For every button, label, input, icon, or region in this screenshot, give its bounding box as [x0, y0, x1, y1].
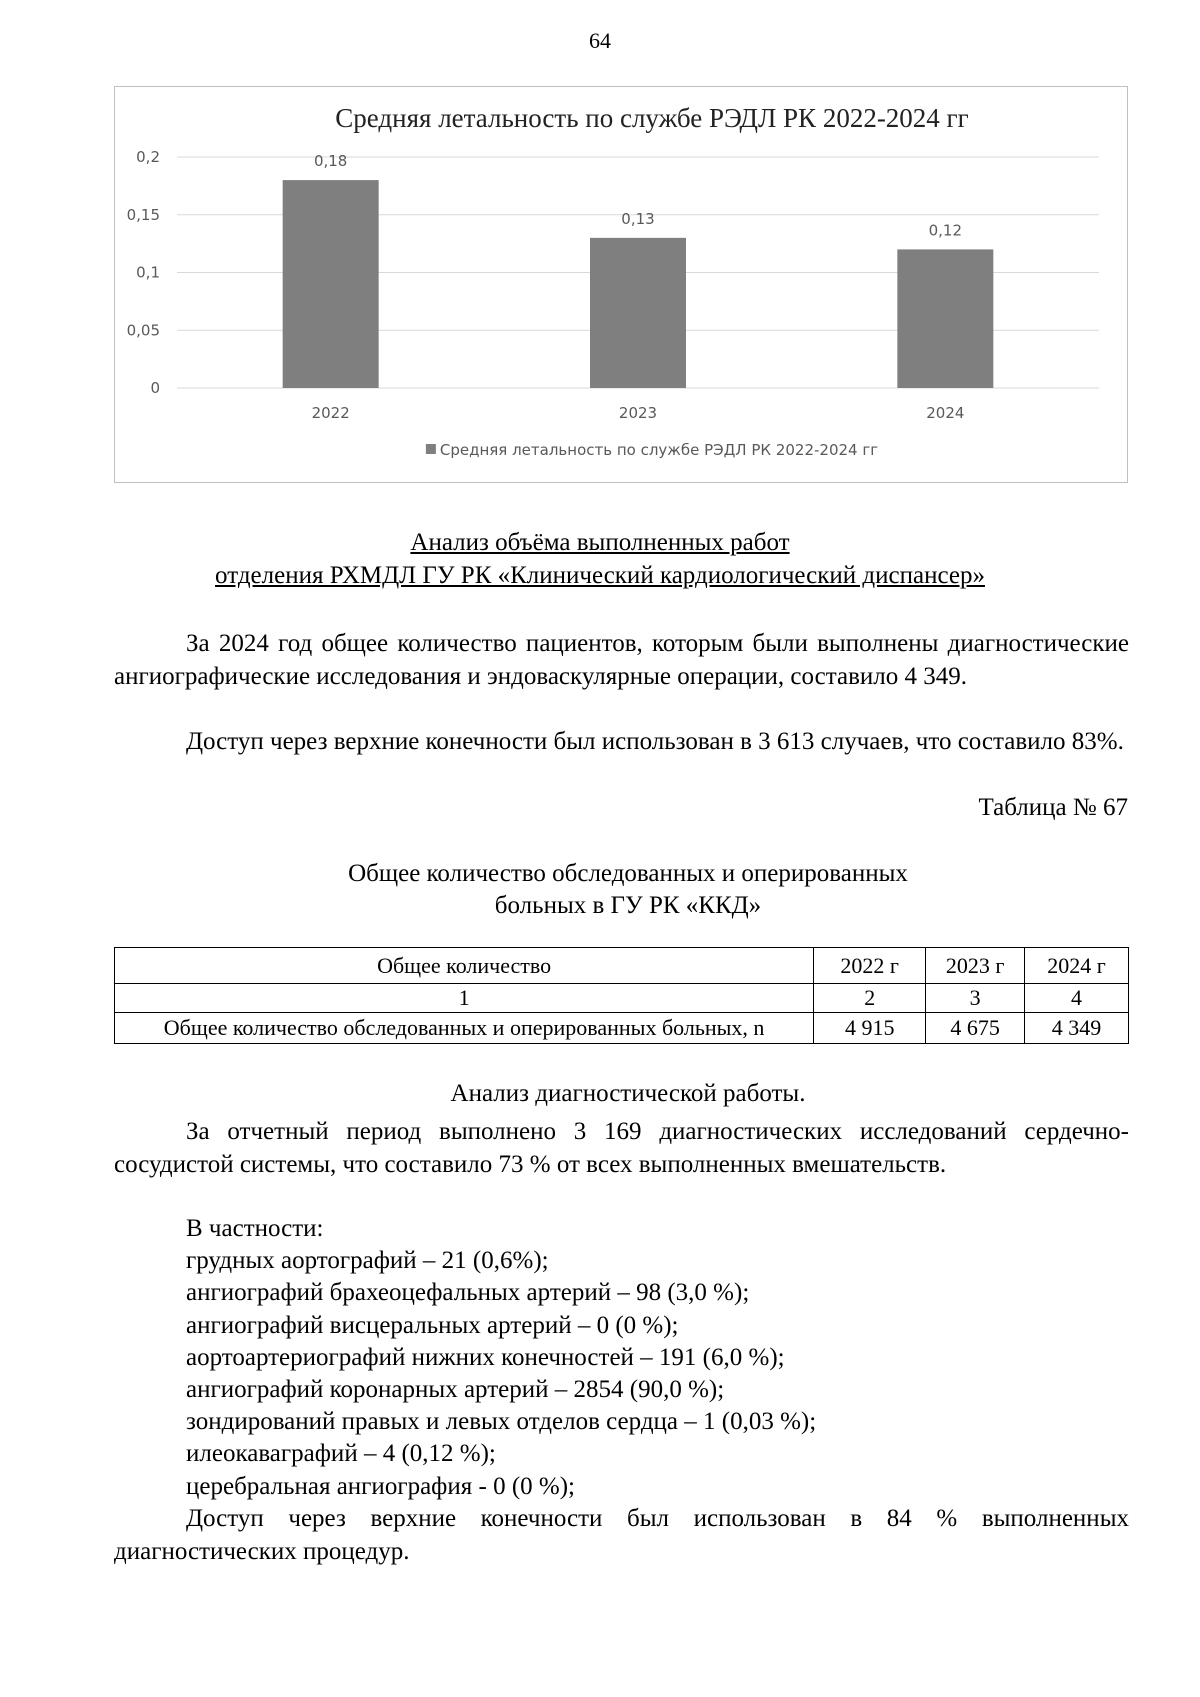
bar [590, 238, 686, 388]
data-label: 0,13 [621, 209, 655, 228]
bar [897, 249, 993, 388]
table-column-number-row [115, 984, 1129, 1013]
patients-table [114, 947, 1129, 1044]
y-tick-label: 0,1 [136, 263, 160, 282]
y-tick-label: 0 [150, 379, 160, 397]
legend-swatch [426, 444, 436, 454]
list-intro: В частности: [186, 1215, 324, 1242]
table-title-line1: Общее количество обследованных и оперированных [348, 860, 908, 887]
table-header-row [115, 948, 1129, 984]
lethality-chart [114, 86, 1128, 483]
legend-label: Средняя летальность по службе РЭДЛ РК 2022-2024 гг [439, 441, 879, 459]
page-number: 64 [589, 28, 611, 53]
table-header-cell: 2023 г [926, 948, 1025, 984]
section-heading-line2: отделения РХМДЛ ГУ РК «Клинический кардиологический диспансер» [215, 562, 985, 589]
table-cell: 4 349 [1025, 1013, 1129, 1044]
table-column-number: 2 [814, 984, 926, 1013]
table-cell: Общее количество обследованных и оперированных больных, n [115, 1013, 814, 1044]
table-row [115, 1013, 1129, 1044]
paragraph-upper-access-diagnostic: Доступ через верхние конечности был использован в 84 % выполненных диагностических процедур. [114, 1505, 1129, 1565]
chart-canvas [115, 87, 1127, 482]
list-item: аортоартериографий нижних конечностей – 191 (6,0 %); [186, 1343, 785, 1371]
list-item: ангиографий висцеральных артерий – 0 (0 %); [186, 1311, 679, 1339]
list-item: илеокаваграфий – 4 (0,12 %); [186, 1440, 496, 1468]
y-tick-label: 0,2 [136, 148, 160, 166]
table-header-cell: 2022 г [814, 948, 926, 984]
y-tick-label: 0,15 [126, 205, 160, 224]
procedure-list [186, 1213, 816, 1503]
y-tick-label: 0,05 [126, 321, 160, 340]
list-item: ангиографий коронарных артерий – 2854 (90,0 %); [186, 1376, 725, 1404]
table-caption: Таблица № 67 [978, 794, 1128, 821]
table-header-cell: Общее количество [115, 948, 814, 984]
x-tick-label: 2022 [311, 404, 350, 422]
bar [283, 180, 379, 388]
list-item: грудных аортографий – 21 (0,6%); [186, 1247, 549, 1275]
paragraph-total-patients: За 2024 год общее количество пациентов, которым были выполнены диагностические ангиографические исследования и эндоваскулярные операции, составило 4 349. [114, 630, 1129, 690]
x-tick-label: 2023 [618, 404, 658, 422]
data-label: 0,12 [928, 221, 963, 240]
table-column-number: 4 [1025, 984, 1129, 1013]
table-cell: 4 915 [814, 1013, 926, 1044]
list-item: зондирований правых и левых отделов сердца – 1 (0,03 %); [186, 1408, 817, 1436]
paragraph-diagnostic-total: За отчетный период выполнено 3 169 диагностических исследований сердечно-сосудистой системы, что составило 73 % от всех выполненных вмешательств. [114, 1118, 1129, 1178]
table-column-number: 3 [926, 984, 1025, 1013]
data-label: 0,18 [313, 152, 348, 171]
x-tick-label: 2024 [926, 404, 965, 422]
chart-title: Средняя летальность по службе РЭДЛ РК 2022-2024 гг [335, 103, 969, 133]
diagnostic-work-heading: Анализ диагностической работы. [450, 1080, 806, 1107]
paragraph-upper-access: Доступ через верхние конечности был использован в 3 613 случаев, что составило 83%. [186, 728, 1124, 755]
list-item: ангиографий брахеоцефальных артерий – 98 (3,0 %); [186, 1279, 750, 1307]
section-heading-line1: Анализ объёма выполненных работ [410, 529, 790, 556]
list-item: церебральная ангиография - 0 (0 %); [186, 1472, 575, 1500]
table-title [0, 858, 1200, 922]
table-title-line2: больных в ГУ РК «ККД» [494, 892, 762, 919]
table-header-cell: 2024 г [1025, 948, 1129, 984]
table-column-number: 1 [115, 984, 814, 1013]
table-cell: 4 675 [926, 1013, 1025, 1044]
